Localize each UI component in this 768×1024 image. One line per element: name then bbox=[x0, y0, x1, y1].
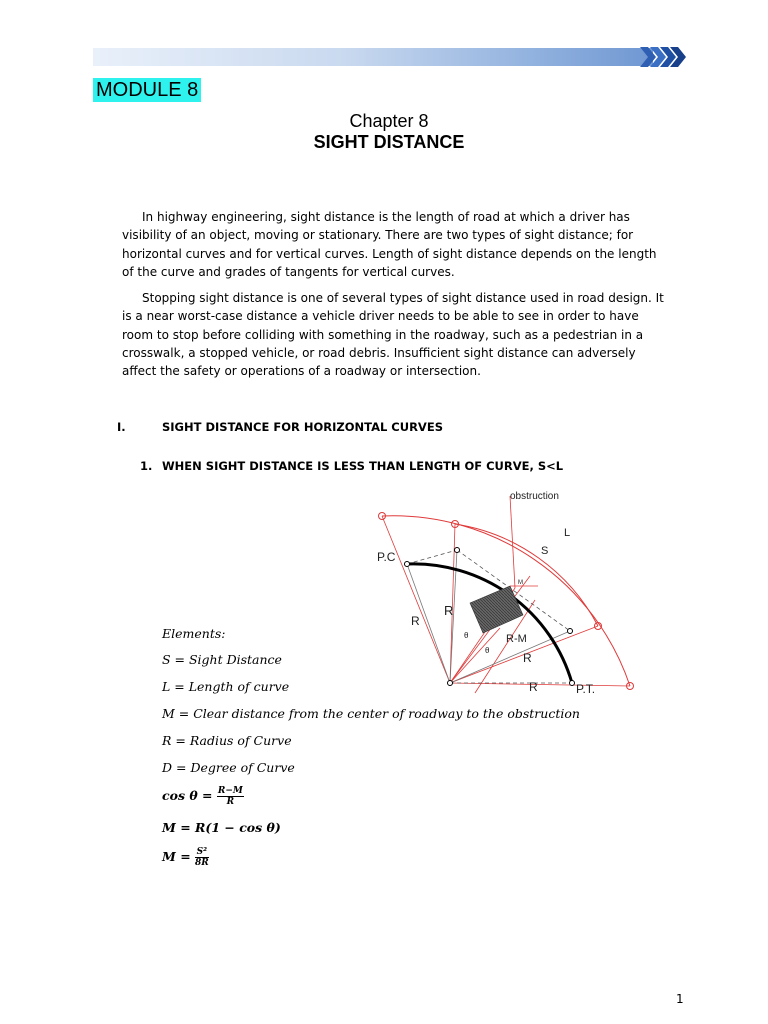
module-label: MODULE 8 bbox=[93, 78, 201, 102]
header-bar bbox=[93, 48, 653, 66]
definition-D: D = Degree of Curve bbox=[162, 760, 295, 775]
chevrons-icon bbox=[640, 47, 686, 67]
label-pc: P.C bbox=[377, 550, 396, 564]
page-number: 1 bbox=[676, 992, 684, 1006]
label-obstruction: obstruction bbox=[510, 491, 559, 502]
label-S: S bbox=[541, 545, 549, 557]
chapter-title: SIGHT DISTANCE bbox=[313, 132, 465, 152]
label-M: M bbox=[518, 580, 523, 586]
formula-m2: M = $\frac{\text{S²}}{8R}$ bbox=[162, 847, 209, 868]
label-theta-1: θ bbox=[464, 631, 469, 640]
label-R-bottom: R bbox=[529, 680, 538, 694]
definition-L: L = Length of curve bbox=[162, 679, 290, 694]
definition-S: S = Sight Distance bbox=[162, 652, 282, 667]
stopping-paragraph: Stopping sight distance is one of several types of sight distance used in road design. It is a near worst-case distance a vehicle driver needs to be able to see in order to have room to stop before colliding with something in the roadway, such as a pedestrian in a crosswalk, a stopped vehicle, or road debris. Insufficient sight distance can adversely affect the safety or operations of a roadway or intersection. bbox=[122, 291, 664, 379]
label-RM: R-M bbox=[506, 633, 527, 645]
label-R-inner: R bbox=[444, 603, 454, 618]
section-numeral: I. bbox=[117, 420, 126, 434]
elements-label: Elements: bbox=[162, 626, 226, 641]
definition-M: M = Clear distance from the center of roadway to the obstruction bbox=[162, 706, 580, 721]
label-R-left: R bbox=[411, 614, 420, 628]
label-theta-2: θ bbox=[485, 646, 490, 655]
definition-R: R = Radius of Curve bbox=[162, 733, 292, 748]
subsection-title: WHEN SIGHT DISTANCE IS LESS THAN LENGTH OF CURVE, S<L bbox=[162, 459, 564, 473]
label-L: L bbox=[564, 527, 571, 539]
section-title: SIGHT DISTANCE FOR HORIZONTAL CURVES bbox=[162, 420, 443, 434]
intro-paragraph: In highway engineering, sight distance is the length of road at which a driver has visibility of an object, moving or stationary. There are two types of sight distance; for horizontal curves and for vertical curves. Length of sight distance depends on the length of the curve and grades of tangents for vertical curves. bbox=[122, 210, 657, 279]
horizontal-curve-figure bbox=[360, 488, 650, 698]
label-R-right: R bbox=[523, 651, 532, 665]
chapter-number: Chapter 8 bbox=[349, 111, 429, 131]
formula-cos: cos θ = $\frac{R-M}{R}$ bbox=[162, 786, 243, 807]
label-pt: P.T. bbox=[576, 682, 596, 696]
formula-m1: M = R(1 − cos θ) bbox=[162, 820, 281, 835]
subsection-number: 1. bbox=[140, 459, 153, 473]
